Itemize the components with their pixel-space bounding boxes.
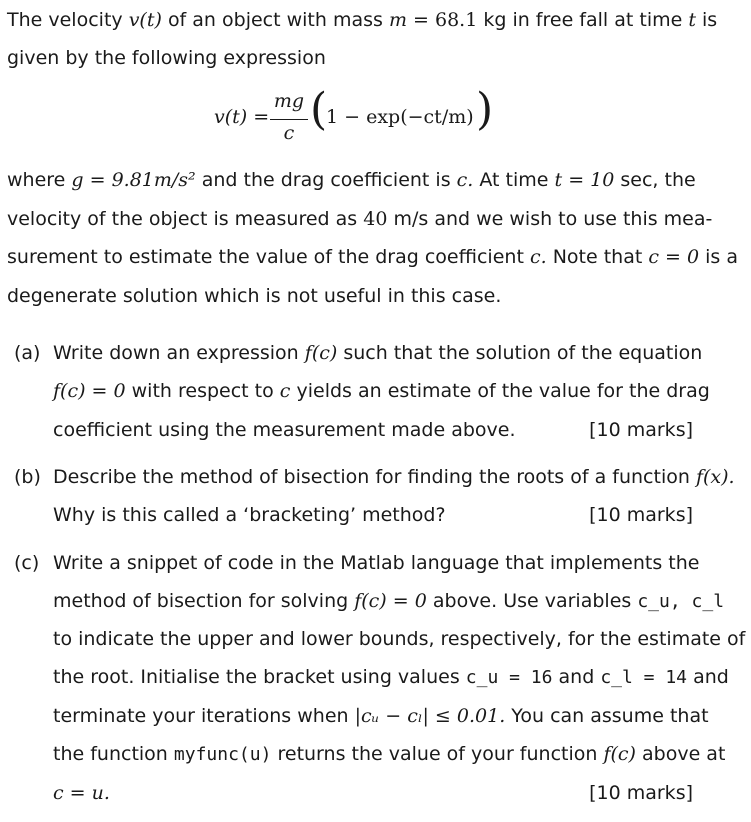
math-fc-zero: f(c) = 0 [53,380,126,402]
part-c-marks: [10 marks] [589,782,693,804]
code-variables: c_u, c_l [637,591,725,612]
part-c-text: You can assume that [511,705,709,727]
math-fc: f(c) [603,743,636,765]
part-a-marks: [10 marks] [589,419,693,441]
intro-text: is [702,9,718,31]
intro-text: kg in free fall at time [483,9,683,31]
math-fc-zero: f(c) = 0 [354,590,427,612]
fraction-bar [270,119,308,120]
part-c-line-3: to indicate the upper and lower bounds, respectively, for the estimate of [53,628,746,650]
intro-line-1 [7,8,718,32]
para-line-1 [7,168,696,192]
para-text: Note that [552,246,643,268]
math-gravity: g = 9.81m/s² [71,169,196,191]
code-myfunc: myfunc(u) [173,744,272,765]
part-c-text: and [558,666,595,688]
right-paren: ) [476,84,494,135]
part-c-line-2 [53,589,725,614]
part-c-text: terminate your iterations when [53,705,349,727]
equation-denominator: c [283,122,295,144]
part-c-line-5 [53,704,709,728]
part-a-text: such that the solution of the equation [343,342,703,364]
part-b-text: Describe the method of bisection for finding the roots of a function [53,466,690,488]
math-velocity-value: 40 [363,208,388,230]
math-tolerance: |cᵤ − cₗ| ≤ 0.01. [354,705,506,727]
math-fc: f(c) [304,342,338,364]
para-text: where [7,169,66,191]
math-mass: m [388,9,407,31]
part-a-text: yields an estimate of the value for the drag [296,380,710,402]
math-time: t [688,9,696,31]
part-a-line-2 [53,379,710,403]
part-c-text: and [693,666,729,688]
math-time-value: t = 10 [554,169,615,191]
para-text: m/s and we wish to use this mea- [393,208,713,230]
left-paren: ( [310,84,328,135]
math-mass-value: = 68.1 [413,9,478,31]
part-a-text: with respect to [131,380,274,402]
part-c-text: returns the value of your function [277,743,598,765]
part-c-text: the root. Initialise the bracket using values [53,666,460,688]
code-cl-init: c_l = 14 [600,667,688,688]
math-velocity: v(t) [128,9,162,31]
para-text: sec, the [620,169,696,191]
part-b-marks: [10 marks] [589,504,693,526]
para-line-4: degenerate solution which is not useful in this case. [7,285,502,307]
part-c-label: (c) [14,552,40,574]
equation-numerator: mg [273,90,305,112]
math-drag: c. [529,246,547,268]
math-c: c [279,380,291,402]
para-text: is a [705,246,738,268]
equation-body: 1 − exp(−ct/m) [326,106,474,128]
part-a-line-3: coefficient using the measurement made above. [53,419,516,441]
part-c-text: method of bisection for solving [53,590,349,612]
para-line-2 [7,207,713,231]
code-cu-init: c_u = 16 [465,667,553,688]
part-c-text: the function [53,743,168,765]
intro-line-2: given by the following expression [7,47,326,69]
para-text: and the drag coefficient is [201,169,451,191]
para-text: surement to estimate the value of the drag coefficient [7,246,524,268]
para-text: At time [479,169,549,191]
part-a-line-1 [53,341,703,365]
para-line-3 [7,245,738,269]
part-c-text: above at [642,743,726,765]
para-text: velocity of the object is measured as [7,208,358,230]
intro-text: of an object with mass [167,9,383,31]
part-a-text: Write down an expression [53,342,299,364]
part-c-line-7: c = u. [53,782,110,804]
math-fx: f(x). [695,466,735,488]
equation-lhs: v(t) = [214,106,270,128]
part-c-text: above. Use variables [432,590,632,612]
part-c-line-4 [53,665,729,690]
part-b-label: (b) [14,466,41,488]
part-c-line-6 [53,742,726,767]
math-degenerate: c = 0 [648,246,700,268]
intro-text: The velocity [7,9,123,31]
math-drag: c. [456,169,474,191]
part-b-line-1 [53,465,735,489]
part-a-label: (a) [14,342,41,364]
part-b-line-2: Why is this called a ‘bracketing’ method? [53,504,446,526]
part-c-line-1: Write a snippet of code in the Matlab language that implements the [53,552,700,574]
velocity-equation [214,84,514,144]
